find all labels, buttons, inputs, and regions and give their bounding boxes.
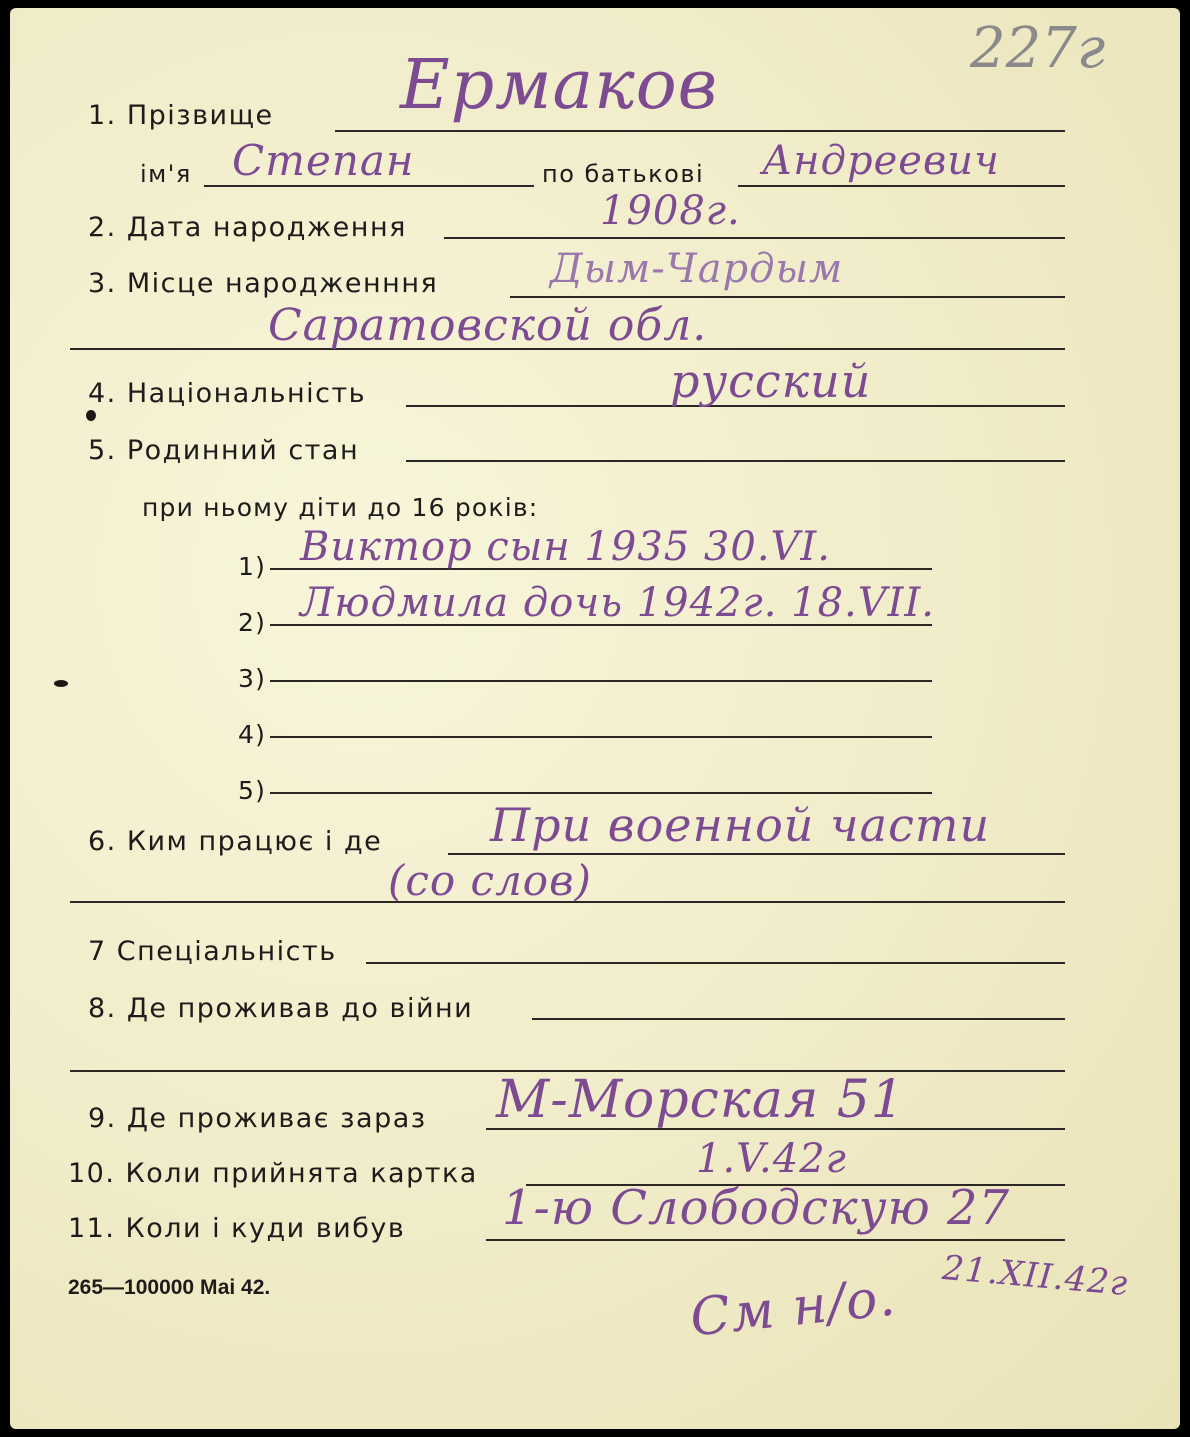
patronymic-label: по батькові: [542, 160, 705, 188]
child-line: [270, 792, 932, 794]
nationality-label: 4. Національність: [88, 378, 367, 409]
name-line: [204, 185, 534, 187]
birth-place-value[interactable]: Дым-Чардым: [550, 246, 844, 292]
birth-place-label: 3. Місце народженння: [88, 268, 439, 299]
current-address-value[interactable]: М-Морская 51: [496, 1070, 905, 1130]
child-num: 4): [238, 720, 267, 749]
card-accepted-value[interactable]: 1.V.42г: [696, 1136, 847, 1182]
departed-label: 11. Коли і куди вибув: [68, 1213, 406, 1244]
birth-date-line: [444, 237, 1065, 239]
current-address-label: 9. Де проживає зараз: [88, 1103, 427, 1134]
departed-line: [486, 1239, 1065, 1241]
specialty-line: [366, 962, 1065, 964]
child-num: 1): [238, 552, 267, 581]
work-label: 6. Ким працює і де: [88, 826, 383, 857]
punch-hole: [86, 410, 96, 421]
child-num: 2): [238, 608, 267, 637]
birth-date-label: 2. Дата народження: [88, 212, 407, 243]
patronymic-value[interactable]: Андреевич: [762, 138, 1000, 184]
child-line: [270, 736, 932, 738]
specialty-label: 7 Спеціальність: [88, 936, 337, 967]
nationality-value[interactable]: русский: [670, 354, 872, 408]
child-num: 3): [238, 664, 267, 693]
prewar-address-label: 8. Де проживав до війни: [88, 993, 474, 1024]
surname-value[interactable]: Ермаков: [400, 46, 719, 125]
registration-card: [10, 8, 1180, 1429]
work-line: [448, 853, 1065, 855]
card-accepted-label: 10. Коли прийнята картка: [68, 1158, 478, 1189]
family-status-line: [406, 460, 1065, 462]
birth-place-value-2[interactable]: Саратовской обл.: [268, 300, 708, 351]
child-value[interactable]: Людмила дочь 1942г. 18.VII.: [300, 580, 935, 626]
prewar-address-line: [532, 1018, 1065, 1020]
family-status-label: 5. Родинний стан: [88, 435, 360, 466]
departed-note[interactable]: См н/о.: [687, 1267, 899, 1349]
patronymic-line: [738, 185, 1065, 187]
work-value[interactable]: При военной части: [490, 798, 991, 852]
departed-date[interactable]: 21.XII.42г: [940, 1247, 1130, 1305]
departed-value[interactable]: 1-ю Слободскую 27: [502, 1180, 1011, 1236]
child-num: 5): [238, 776, 267, 805]
surname-label: 1. Прізвище: [88, 100, 274, 131]
punch-hole: [54, 680, 68, 687]
name-label: ім'я: [140, 160, 192, 188]
surname-line: [335, 130, 1065, 132]
print-footer: 265—100000 Маі 42.: [68, 1276, 271, 1299]
birth-place-line: [510, 296, 1065, 298]
name-value[interactable]: Степан: [232, 136, 415, 185]
child-value[interactable]: Виктор сын 1935 30.VI.: [300, 524, 831, 570]
children-label: при ньому діти до 16 років:: [142, 493, 539, 522]
child-line: [270, 680, 932, 682]
archive-number: 227г: [970, 16, 1106, 81]
birth-date-value[interactable]: 1908г.: [600, 188, 741, 234]
work-value-2[interactable]: (со слов): [388, 856, 592, 905]
